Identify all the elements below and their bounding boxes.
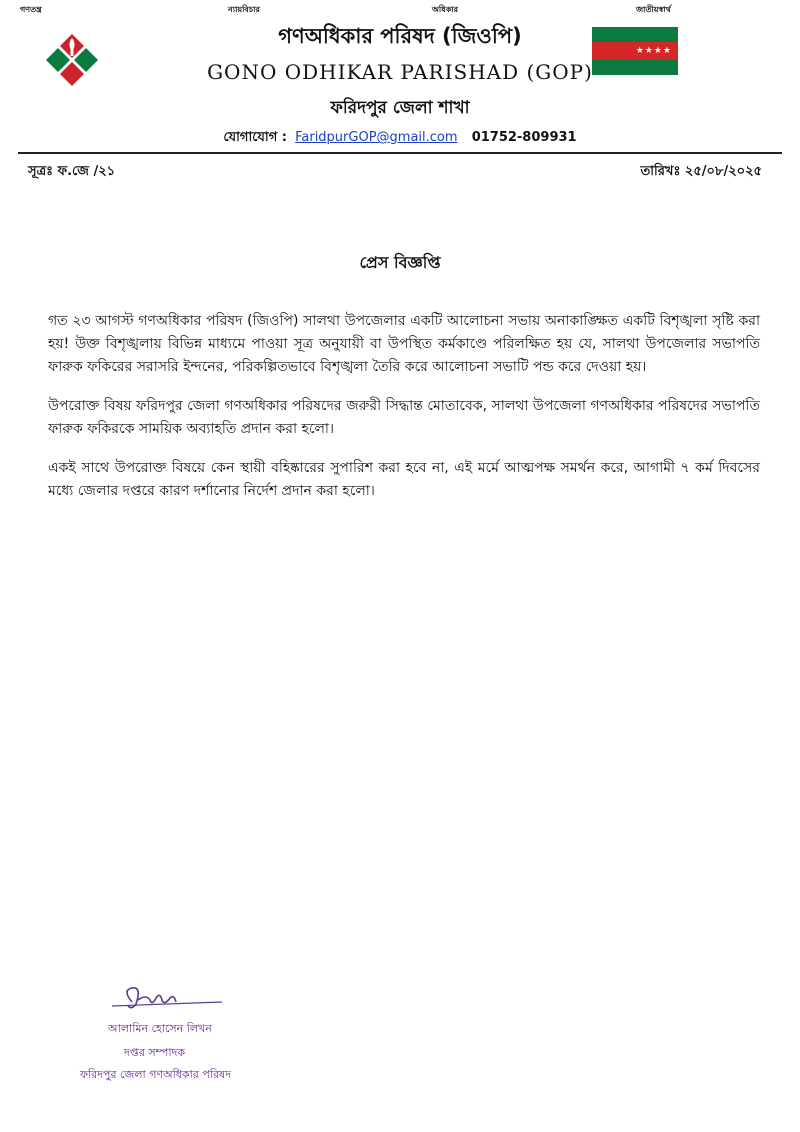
reference-number: সূত্রঃ ফ.জে /২১ [28, 164, 116, 179]
email-link[interactable]: FaridpurGOP@gmail.com [295, 130, 458, 145]
paragraph-3: একই সাথে উপরোক্ত বিষয়ে কেন স্থায়ী বহিষ্কারের সুপারিশ করা হবে না, এই মর্মে আত্মপক্ষ সমর্থন করে, আগামী ৭ কর্ম দিবসের মধ্যে জেলার দপ্তরে কারণ দর্শানোর নির্দেশ প্রদান করা হলো। [48, 460, 760, 499]
motto-1: গণতন্ত্র [20, 5, 42, 14]
document-title: প্রেস বিজ্ঞপ্তি [359, 253, 441, 272]
issue-date: তারিখঃ ২৫/০৮/২০২৫ [640, 164, 762, 179]
header-divider [18, 152, 782, 154]
org-name-english: GONO ODHIKAR PARISHAD (GOP) [207, 60, 593, 84]
signatory-organization: ফরিদপুর জেলা গণঅধিকার পরিষদ [80, 1068, 231, 1081]
signatory-name: আলামিন হোসেন লিখন [108, 1022, 212, 1035]
paragraph-1: গত ২৩ আগস্ট গণঅধিকার পরিষদ (জিওপি) সালথা উপজেলার একটি আলোচনা সভায় অনাকাঙ্ক্ষিত একটি বিশৃঙ্খলা সৃষ্টি করা হয়! উক্ত বিশৃঙ্খলায় বিভিন্ন মাধ্যমে পাওয়া সূত্র অনুযায়ী বা উপস্থিত কর্মকাণ্ডে পরিলক্ষিত হয় যে, সালথা উপজেলার সভাপতি ফারুক ফকিরের সরাসরি ইন্দনের, পরিকল্পিতভাবে বিশৃঙ্খলা তৈরি করে আলোচনা সভাটি পন্ড করে দেওয়া হয়। [48, 313, 760, 375]
flag-stars: ★★★★ [592, 42, 678, 60]
motto-4: জাতীয়স্বার্থ [636, 5, 671, 14]
signatory-designation: দপ্তর সম্পাদক [124, 1046, 186, 1059]
phone-number: 01752-809931 [471, 130, 577, 145]
paragraph-2: উপরোক্ত বিষয় ফরিদপুর জেলা গণঅধিকার পরিষদের জরুরী সিদ্ধান্ত মোতাবেক, সালথা উপজেলা গণঅধিকার পরিষদের সভাপতি ফারুক ফকিরকে সাময়িক অব্যাহতি প্রদান করা হলো। [48, 398, 760, 437]
contact-label: যোগাযোগ : [223, 130, 287, 145]
contact-line [0, 128, 800, 149]
motto-2: ন্যায়বিচার [228, 5, 260, 14]
document-body [48, 310, 760, 519]
motto-3: অধিকার [432, 5, 459, 14]
org-name-bangla: গণঅধিকার পরিষদ (জিওপি) [278, 24, 522, 48]
top-mottos [0, 4, 800, 18]
branch-name: ফরিদপুর জেলা শাখা [330, 98, 470, 118]
